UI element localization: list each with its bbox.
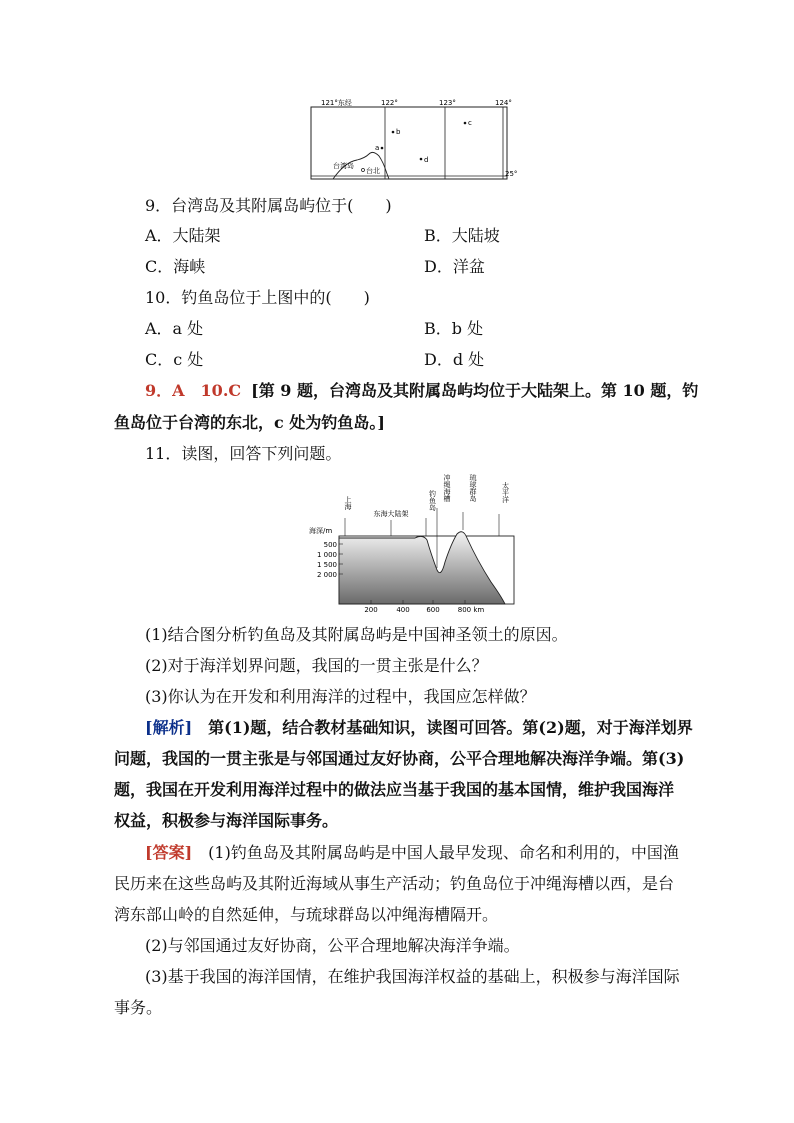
taibei-label: 台北 xyxy=(366,167,380,175)
q11-sub2: (2)对于海洋划界问题，我国的一贯主张是什么？ xyxy=(145,656,488,675)
point-a-marker xyxy=(381,147,384,150)
q10-option-b: B．b 处 xyxy=(424,319,484,338)
q11-stem: 11．读图，回答下列问题。 xyxy=(145,444,342,463)
profile-figure xyxy=(305,472,525,616)
q9-option-a: A．大陆架 xyxy=(145,226,221,245)
taibei-marker xyxy=(362,169,365,172)
xtick-800: 800 km xyxy=(457,606,485,614)
q9-option-c: C．海峡 xyxy=(145,257,206,276)
label-pacific-text: 太平洋 xyxy=(488,482,510,490)
analysis-line-2: 问题，我国的一贯主张是与邻国通过友好协商，公平合理地解决海洋争端。第(3) xyxy=(114,749,685,768)
answer-line-1 xyxy=(145,843,679,863)
taiwan-label: 台湾岛 xyxy=(333,162,354,170)
label-okinawa-text: 冲绳海槽 xyxy=(423,474,451,482)
ytick-500: 500 xyxy=(323,541,337,549)
lon-label-123: 123° xyxy=(439,99,456,107)
answer-line-5: (3)基于我国的海洋国情，在维护我国海洋权益的基础上，积极参与海洋国际 xyxy=(145,967,680,986)
ytick-1500: 1 500 xyxy=(316,561,337,569)
point-d-marker xyxy=(420,158,423,161)
point-b-label: b xyxy=(396,128,401,136)
label-okinawa xyxy=(423,473,451,503)
q10-option-a: A．a 处 xyxy=(145,319,204,338)
answer-tag: [答案] xyxy=(145,843,193,862)
xtick-400: 400 xyxy=(396,606,410,614)
analysis-tag: [解析] xyxy=(145,718,193,737)
label-shelf: 东海大陆架 xyxy=(373,510,409,518)
ytick-2000: 2 000 xyxy=(316,571,337,579)
analysis-line-4: 权益，积极参与海洋国际事务。 xyxy=(114,811,339,830)
label-ryukyu xyxy=(449,473,477,503)
analysis-line-1 xyxy=(145,718,693,738)
q11-sub3: (3)你认为在开发和利用海洋的过程中，我国应怎样做？ xyxy=(145,687,536,706)
point-c-label: c xyxy=(468,119,472,127)
lon-label-124: 124° xyxy=(495,99,512,107)
point-c-marker xyxy=(464,122,467,125)
analysis-line-3: 题，我国在开发利用海洋过程中的做法应当基于我国的基本国情，维护我国海洋 xyxy=(114,780,675,799)
xtick-600: 600 xyxy=(426,606,440,614)
answer-line-2: 民历来在这些岛屿及其附近海域从事生产活动；钓鱼岛位于冲绳海槽以西，是台 xyxy=(114,874,675,893)
lon-label-122: 122° xyxy=(381,99,398,107)
label-diaoyu xyxy=(416,489,437,512)
lon-label-121: 121°东经 xyxy=(321,99,352,107)
answer-line-3: 湾东部山岭的自然延伸，与琉球群岛以冲绳海槽隔开。 xyxy=(114,905,499,924)
map-figure xyxy=(305,96,525,184)
point-b-marker xyxy=(392,131,395,134)
xtick-200: 200 xyxy=(364,606,378,614)
seabed-profile xyxy=(339,532,505,604)
answer-line-4: (2)与邻国通过友好协商，公平合理地解决海洋争端。 xyxy=(145,936,520,955)
answer-line-6: 事务。 xyxy=(114,998,163,1017)
q10-option-c: C．c 处 xyxy=(145,350,204,369)
q9-option-b: B．大陆坡 xyxy=(424,226,500,245)
label-pacific xyxy=(489,481,510,504)
q9-stem: 9．台湾岛及其附属岛屿位于( ) xyxy=(145,196,392,215)
answer-explanation-2: 鱼岛位于台湾的东北，c 处为钓鱼岛。] xyxy=(114,413,385,432)
analysis-text-1: 第(1)题，结合教材基础知识，读图可回答。第(2)题，对于海洋划界 xyxy=(192,718,693,737)
label-diaoyu-text: 钓鱼岛 xyxy=(415,490,437,498)
point-d-label: d xyxy=(424,156,429,164)
answer-text-1: (1)钓鱼岛及其附属岛屿是中国人最早发现、命名和利用的，中国渔 xyxy=(192,843,679,862)
label-shanghai xyxy=(338,495,352,510)
q10-stem: 10．钓鱼岛位于上图中的( ) xyxy=(145,288,370,307)
q9-option-d: D．洋盆 xyxy=(424,257,485,276)
label-ryukyu-text: 琉球群岛 xyxy=(449,474,477,482)
q10-option-d: D．d 处 xyxy=(424,350,485,369)
lat-label: 25° xyxy=(505,170,518,178)
point-a-label: a xyxy=(375,144,380,152)
answer-9-10 xyxy=(145,381,698,401)
profile-ylabel: 海深/m xyxy=(309,527,333,535)
label-shanghai-text: 上海 xyxy=(338,496,352,504)
answer-key: 9．A 10.C xyxy=(145,381,242,400)
answer-explanation-1: [第 9 题，台湾岛及其附属岛屿均位于大陆架上。第 10 题，钓 xyxy=(251,381,699,400)
ytick-1000: 1 000 xyxy=(316,551,337,559)
q11-sub1: (1)结合图分析钓鱼岛及其附属岛屿是中国神圣领土的原因。 xyxy=(145,625,568,644)
